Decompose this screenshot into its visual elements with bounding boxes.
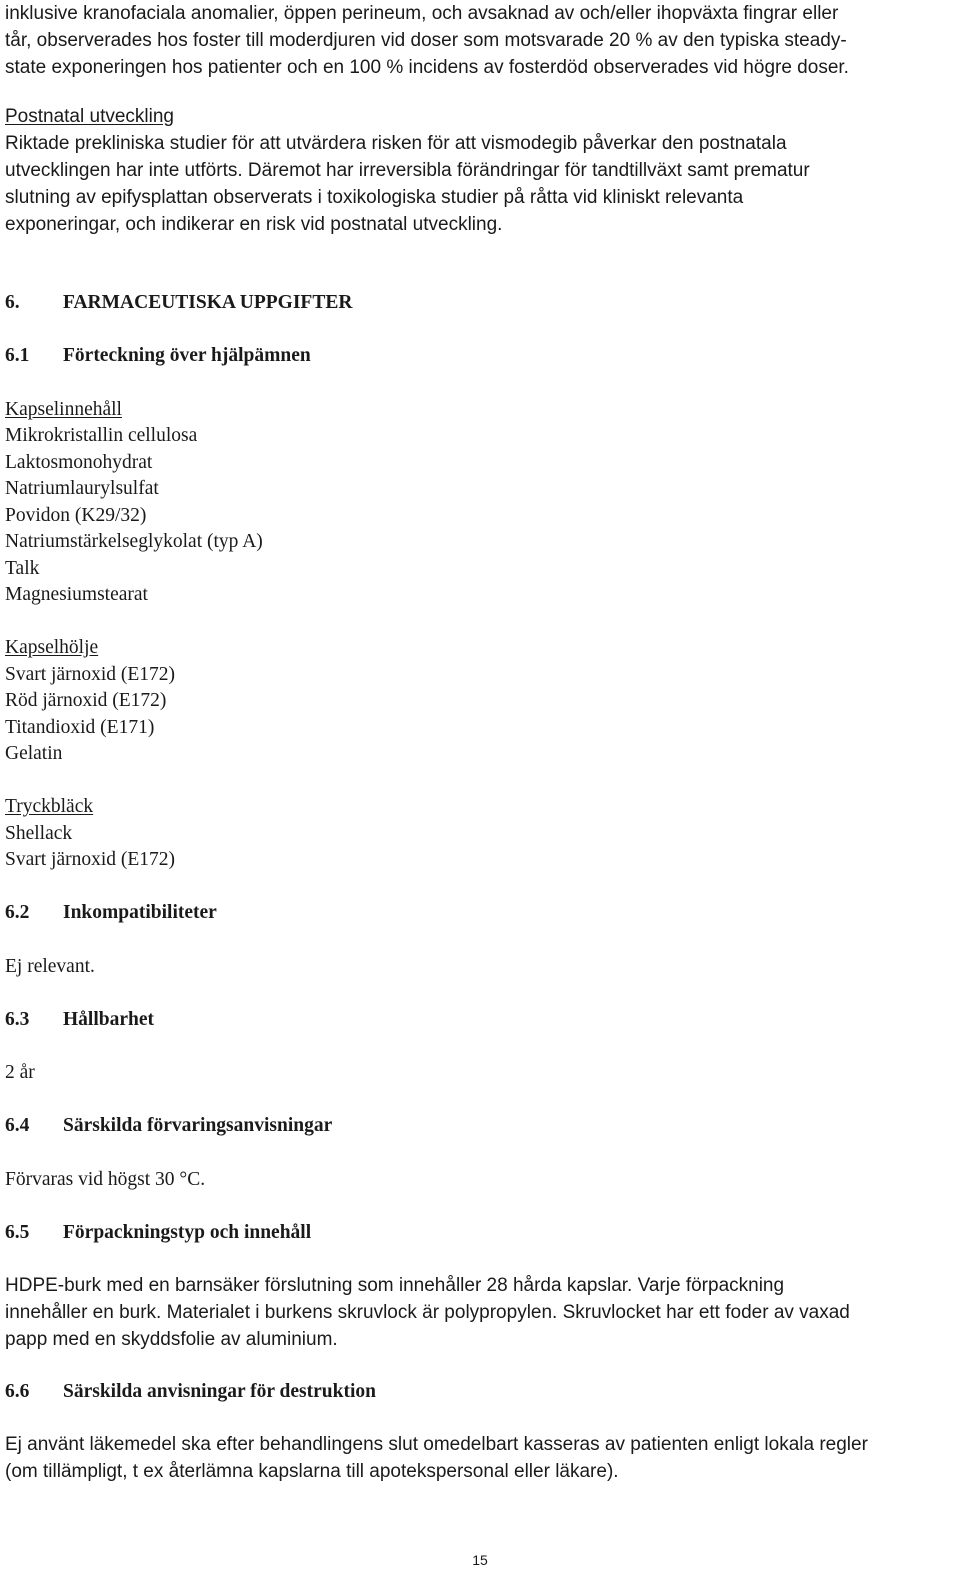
section-6-4-heading: [5, 1113, 332, 1139]
excipient-item: Talk: [5, 558, 40, 579]
excipient-item: Svart järnoxid (E172): [5, 849, 176, 870]
intro-line-2: tår, observerades hos foster till moderdjuren vid doser som motsvarade 20 % av den typiska steady-: [5, 30, 847, 51]
postnatal-line-1: Riktade prekliniska studier för att utvärdera risken för att vismodegib påverkar den postnatala: [5, 133, 787, 154]
intro-line-3: state exponeringen hos patienter och en 100 % incidens av fosterdöd observerades vid högre doser.: [5, 57, 849, 78]
section-6-6-line-2: (om tillämpligt, t ex återlämna kapslarna till apotekspersonal eller läkare).: [5, 1461, 619, 1482]
section-6-6-line-1: Ej använt läkemedel ska efter behandlingens slut omedelbart kasseras av patienten enligt lokala regler: [5, 1434, 868, 1455]
intro-line-1: inklusive kranofaciala anomalier, öppen perineum, och avsaknad av och/eller ihopväxta fingrar eller: [5, 3, 839, 24]
excipient-item: Svart järnoxid (E172): [5, 664, 176, 685]
postnatal-heading: Postnatal utveckling: [5, 106, 174, 127]
section-title: Förpackningstyp och innehåll: [63, 1222, 312, 1243]
section-6-6-heading: [5, 1379, 376, 1405]
section-title: Förteckning över hjälpämnen: [63, 345, 311, 366]
excipient-item: Titandioxid (E171): [5, 717, 155, 738]
page-number: 15: [472, 1552, 488, 1568]
excipient-item: Mikrokristallin cellulosa: [5, 425, 198, 446]
section-6-3-heading: [5, 1007, 154, 1033]
excipient-item: Röd järnoxid (E172): [5, 690, 167, 711]
section-title: FARMACEUTISKA UPPGIFTER: [63, 292, 353, 313]
section-number: 6.4: [5, 1115, 30, 1136]
postnatal-line-3: slutning av epifysplattan observerats i toxikologiska studier på råtta vid kliniskt relevanta: [5, 187, 744, 208]
section-number: 6.: [5, 292, 20, 313]
section-title: Särskilda anvisningar för destruktion: [63, 1381, 376, 1402]
section-6-5-line-1: HDPE-burk med en barnsäker förslutning som innehåller 28 hårda kapslar. Varje förpackning: [5, 1275, 785, 1296]
section-number: 6.5: [5, 1222, 30, 1243]
excipient-item: Laktosmonohydrat: [5, 452, 153, 473]
excipient-item: Magnesiumstearat: [5, 584, 148, 605]
section-6-2-text: Ej relevant.: [5, 956, 95, 977]
section-6-1-heading: [5, 343, 311, 369]
excipient-item: Natriumstärkelseglykolat (typ A): [5, 531, 263, 552]
section-title: Särskilda förvaringsanvisningar: [63, 1115, 333, 1136]
section-6-5-heading: [5, 1220, 311, 1246]
section-title: Hållbarhet: [63, 1009, 154, 1030]
section-6-5-line-2: innehåller en burk. Materialet i burkens skruvlock är polypropylen. Skruvlocket har ett foder av vaxad: [5, 1302, 850, 1323]
excipient-item: Povidon (K29/32): [5, 505, 147, 526]
section-title: Inkompatibiliteter: [63, 902, 217, 923]
capsule-content-heading: Kapselinnehåll: [5, 399, 122, 420]
capsule-shell-heading: Kapselhölje: [5, 637, 99, 658]
postnatal-line-2: utvecklingen har inte utförts. Däremot har irreversibla förändringar för tandtillväxt samt prematur: [5, 160, 810, 181]
section-number: 6.2: [5, 902, 30, 923]
section-6-4-text: Förvaras vid högst 30 °C.: [5, 1169, 206, 1190]
section-number: 6.1: [5, 345, 30, 366]
section-6-heading: [5, 290, 352, 316]
printing-ink-heading: Tryckbläck: [5, 796, 94, 817]
postnatal-line-4: exponeringar, och indikerar en risk vid postnatal utveckling.: [5, 214, 503, 235]
excipient-item: Gelatin: [5, 743, 63, 764]
excipient-item: Natriumlaurylsulfat: [5, 478, 159, 499]
section-number: 6.6: [5, 1381, 30, 1402]
excipient-item: Shellack: [5, 823, 73, 844]
section-6-3-text: 2 år: [5, 1062, 35, 1083]
section-number: 6.3: [5, 1009, 30, 1030]
section-6-5-line-3: papp med en skyddsfolie av aluminium.: [5, 1329, 338, 1350]
section-6-2-heading: [5, 900, 217, 926]
